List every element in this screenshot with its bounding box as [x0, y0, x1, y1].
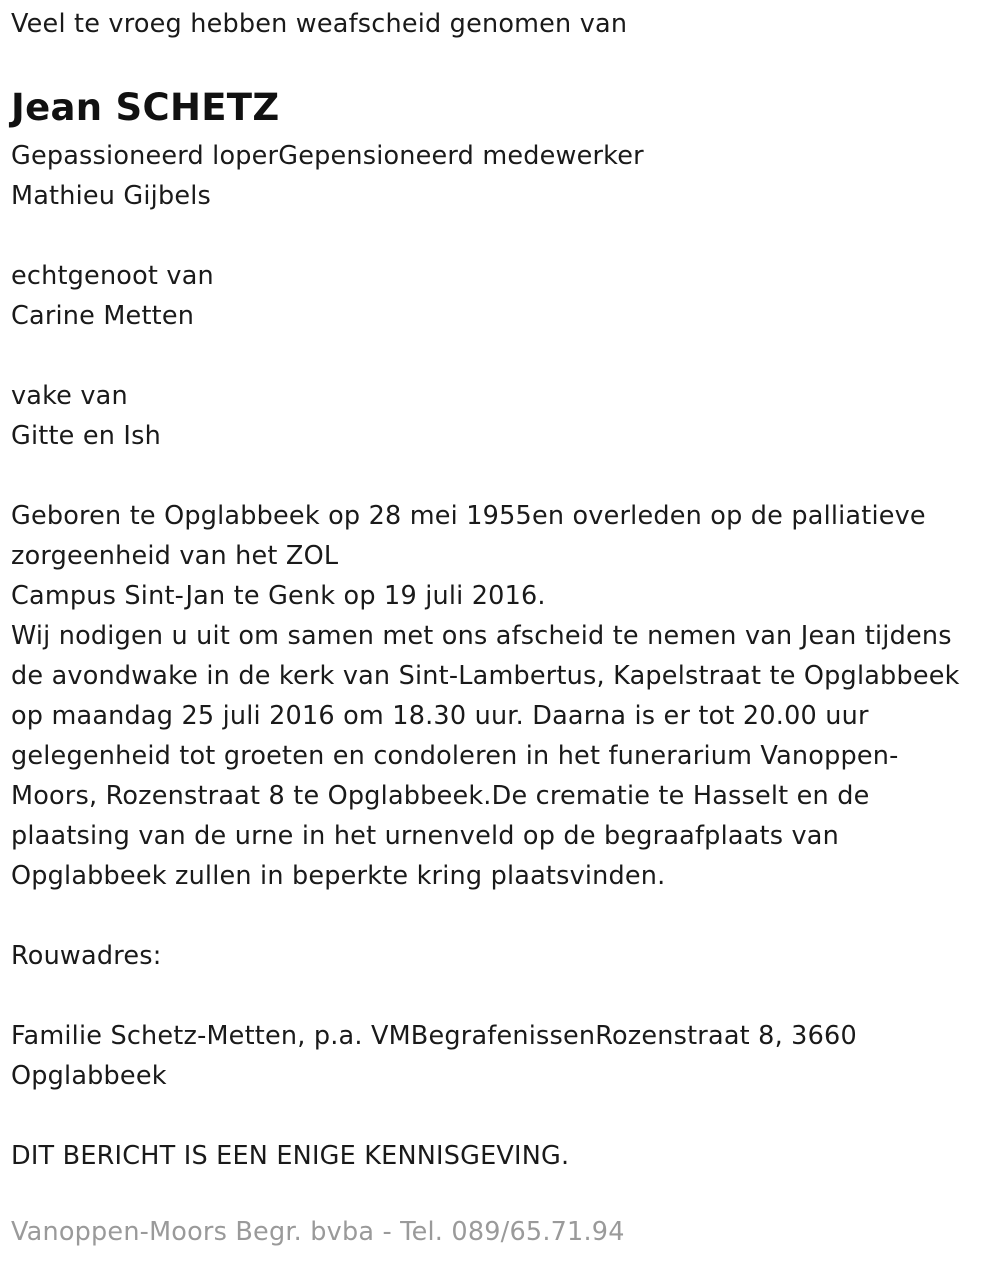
- spacer: [11, 336, 991, 376]
- invitation-line-7: Opglabbeek zullen in beperkte kring plaatsvinden.: [11, 861, 666, 891]
- descriptor-line-2: Mathieu Gijbels: [11, 181, 212, 211]
- parent-label: vake van: [11, 381, 128, 411]
- spouse-label: echtgenoot van: [11, 261, 214, 291]
- children-names: Gitte en Ish: [11, 421, 161, 451]
- spacer: [11, 896, 991, 936]
- birth-death-line-3: Campus Sint-Jan te Genk op 19 juli 2016.: [11, 581, 546, 611]
- spouse-name: Carine Metten: [11, 301, 195, 331]
- invitation-line-4: gelegenheid tot groeten en condoleren in het funerarium Vanoppen-: [11, 741, 899, 771]
- invitation-line-1: Wij nodigen u uit om samen met ons afscheid te nemen van Jean tijdens: [11, 621, 952, 651]
- address-line-2: Opglabbeek: [11, 1061, 167, 1091]
- intro-text: Veel te vroeg hebben weafscheid genomen van: [11, 9, 628, 39]
- invitation-line-5: Moors, Rozenstraat 8 te Opglabbeek.De crematie te Hasselt en de: [11, 781, 870, 811]
- spacer: [11, 1096, 991, 1136]
- spacer: [11, 216, 991, 256]
- spacer: [11, 456, 991, 496]
- birth-death-line-1: Geboren te Opglabbeek op 28 mei 1955en overleden op de palliatieve: [11, 501, 926, 531]
- invitation-line-3: op maandag 25 juli 2016 om 18.30 uur. Daarna is er tot 20.00 uur: [11, 701, 869, 731]
- spacer: [11, 976, 991, 1016]
- address-label: Rouwadres:: [11, 941, 162, 971]
- notice-text: DIT BERICHT IS EEN ENIGE KENNISGEVING.: [11, 1141, 570, 1171]
- deceased-name: Jean SCHETZ: [11, 86, 280, 129]
- invitation-line-2: de avondwake in de kerk van Sint-Lambertus, Kapelstraat te Opglabbeek: [11, 661, 960, 691]
- address-line-1: Familie Schetz-Metten, p.a. VMBegrafenissenRozenstraat 8, 3660: [11, 1021, 857, 1051]
- funeral-home-footer: Vanoppen-Moors Begr. bvba - Tel. 089/65.71.94: [11, 1217, 625, 1247]
- descriptor-line-1: Gepassioneerd loperGepensioneerd medewerker: [11, 141, 644, 171]
- birth-death-line-2: zorgeenheid van het ZOL: [11, 541, 339, 571]
- obituary-notice: [11, 4, 991, 1176]
- invitation-line-6: plaatsing van de urne in het urnenveld op de begraafplaats van: [11, 821, 839, 851]
